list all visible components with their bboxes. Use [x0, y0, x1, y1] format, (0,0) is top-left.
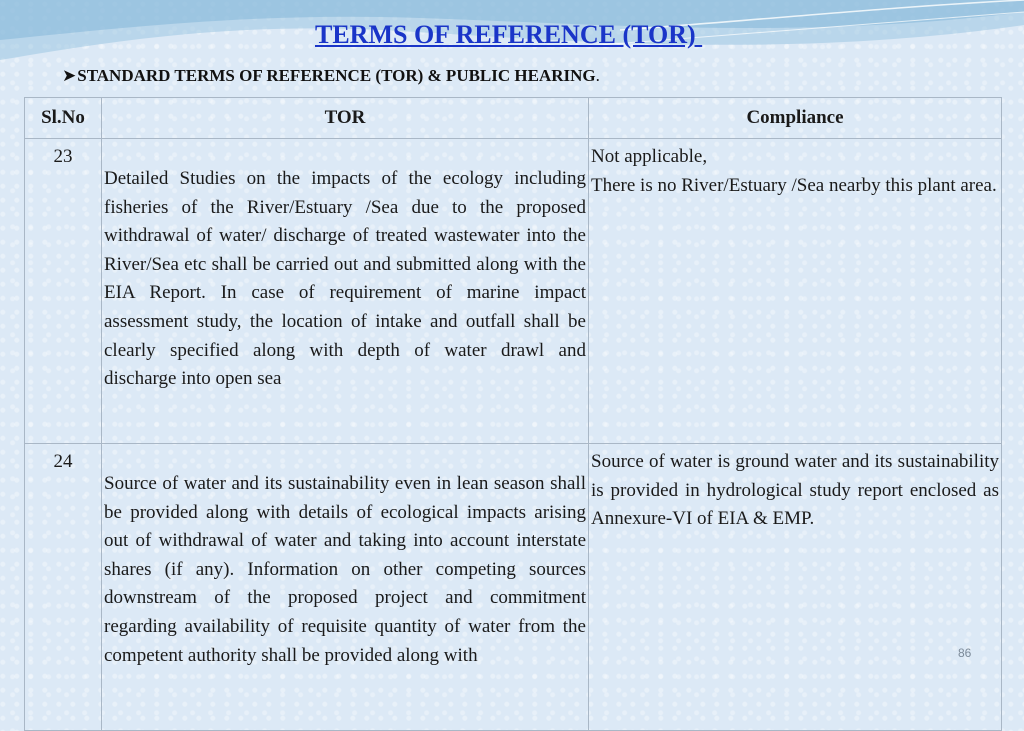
slide-subtitle — [62, 66, 600, 86]
subtitle-text: STANDARD TERMS OF REFERENCE (TOR) & PUBLIC HEARING — [77, 66, 596, 85]
compliance-line: Not applicable, — [591, 146, 708, 167]
header-tor: TOR — [102, 98, 589, 139]
table-header-row — [25, 98, 1002, 139]
header-compliance: Compliance — [589, 98, 1002, 139]
header-swoosh-decoration — [0, 0, 1024, 110]
table-row — [25, 139, 1002, 444]
tor-compliance-table — [24, 97, 1002, 731]
subtitle-period: . — [595, 66, 600, 85]
tor-cell: Source of water and its sustainability even in lean season shall be provided along with details of ecological impacts arising out of withdrawal of water and taking into account interstate shares (if any). Information on other competing sources downstream of the proposed project and commitment regarding availability of requisite quantity of water from the competent authority shall be provided along with — [102, 444, 589, 731]
table-row — [25, 444, 1002, 731]
header-sl-no: Sl.No — [25, 98, 102, 139]
compliance-line: There is no River/Estuary /Sea nearby this plant area. — [591, 174, 997, 196]
compliance-line: Source of water is ground water and its sustainability is provided in hydrological study report enclosed as Annexure-VI of EIA & EMP. — [591, 451, 999, 530]
compliance-cell — [589, 444, 1002, 731]
compliance-cell — [589, 139, 1002, 444]
arrow-bullet-icon: ➤ — [62, 66, 77, 85]
tor-cell: Detailed Studies on the impacts of the ecology including fisheries of the River/Estuary /Sea due to the proposed withdrawal of water/ discharge of treated wastewater into the River/Sea etc shall be carried out and submitted along with the EIA Report. In case of requirement of marine impact assessment study, the location of intake and outfall shall be clearly specified along with depth of water drawl and discharge into open sea — [102, 139, 589, 444]
sl-no-cell: 23 — [25, 139, 102, 444]
page-number: 86 — [958, 646, 972, 660]
sl-no-cell: 24 — [25, 444, 102, 731]
slide-title: TERMS OF REFERENCE (TOR) — [315, 20, 703, 49]
